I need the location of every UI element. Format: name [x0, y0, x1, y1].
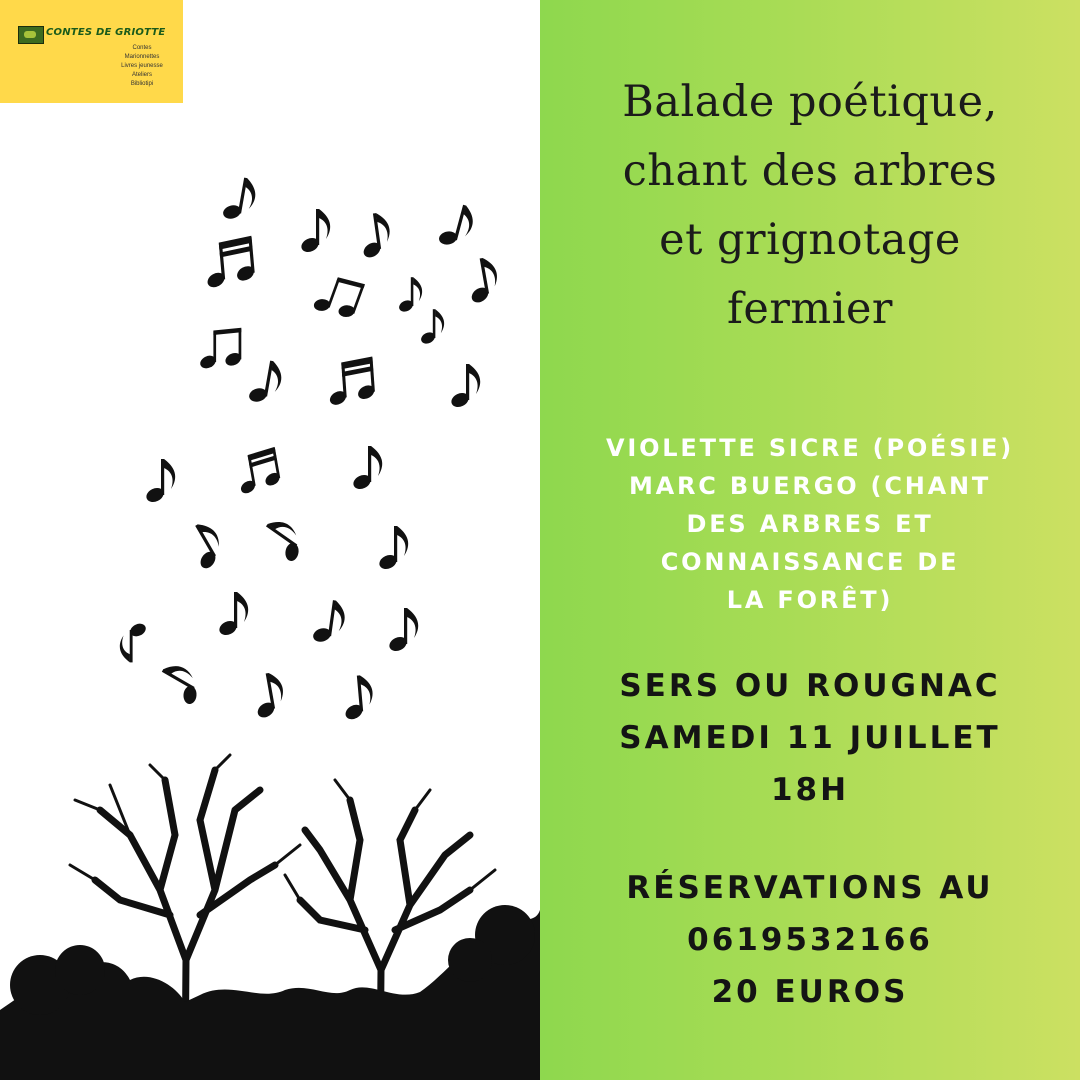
booking-price: 20 EUROS: [711, 974, 909, 1010]
credits-line: CONNAISSANCE DE: [660, 548, 960, 576]
title-line: fermier: [727, 284, 893, 334]
booking-label: RÉSERVATIONS AU: [626, 870, 994, 906]
event-time: 18H: [770, 772, 850, 808]
logo-title: CONTES DE GRIOTTE: [46, 27, 166, 38]
logo-item: Marionnettes: [124, 54, 160, 60]
title-line: Balade poétique,: [622, 77, 998, 127]
credits-line: VIOLETTE SICRE (POÉSIE): [605, 434, 1015, 462]
music-notes-illustration: [0, 0, 540, 760]
performers-credits: [575, 429, 1045, 619]
logo-item: Bibliotipi: [130, 81, 154, 87]
title-line: chant des arbres: [622, 146, 998, 196]
credits-line: DES ARBRES ET: [686, 510, 934, 538]
logo-item: Ateliers: [131, 72, 152, 78]
event-date: SAMEDI 11 JUILLET: [619, 720, 1001, 756]
booking-details: [560, 862, 1060, 1018]
event-title: [560, 68, 1060, 344]
title-line: et grignotage: [659, 215, 961, 265]
credits-line: MARC BUERGO (CHANT: [628, 472, 992, 500]
event-details: [560, 660, 1060, 816]
logo-item: Contes: [132, 45, 152, 51]
booking-phone: 0619532166: [687, 922, 933, 958]
tree-silhouette-icon: [0, 740, 540, 1080]
credits-line: LA FORÊT): [726, 586, 894, 614]
event-place: SERS OU ROUGNAC: [619, 668, 1001, 704]
logo-item: Livres jeunesse: [121, 63, 163, 69]
music-note-icon: [120, 175, 502, 723]
